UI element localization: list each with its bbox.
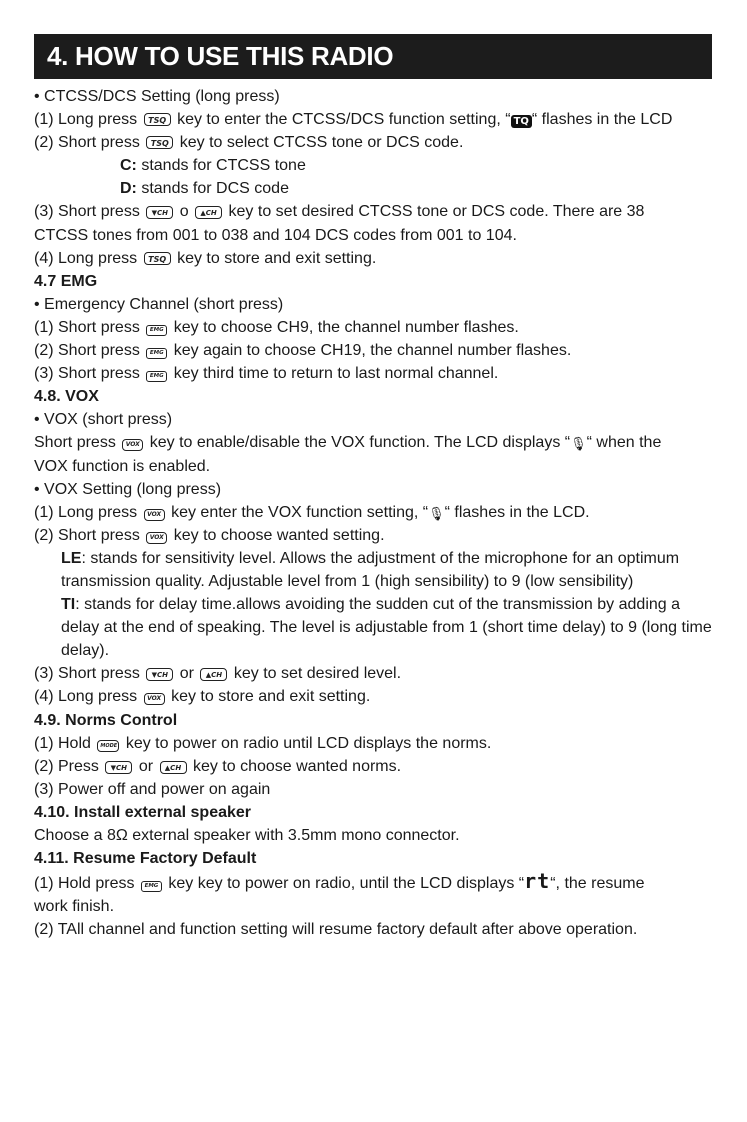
emg-heading: 4.7 EMG (34, 272, 98, 290)
speaker-text: Choose a 8Ω external speaker with 3.5mm mono connector. (34, 827, 460, 844)
ctcss-step-1: (1) Long press TSQ key to enter the CTCSS/DCS function setting, “ TQ “ flashes in the LCD (34, 111, 673, 129)
vox-step-4: (4) Long press VOX key to store and exit setting. (34, 688, 371, 706)
vox-ti-definition: TI: stands for delay time.allows avoiding the sudden cut of the transmission by adding a delay at the end of speaking. The level is adjustable from 1 (short time delay) to 9 (long time delay). (61, 596, 712, 660)
emg-key-icon: EMG (146, 371, 167, 382)
ctcss-title: • CTCSS/DCS Setting (long press) (34, 88, 280, 105)
norms-heading: 4.9. Norms Control (34, 711, 178, 729)
ctcss-step-4: (4) Long press TSQ key to store and exit setting. (34, 249, 377, 267)
speaker-heading: 4.10. Install external speaker (34, 803, 252, 821)
vox-step-1: (1) Long press VOX key enter the VOX function setting, “🎙“ flashes in the LCD. (34, 503, 590, 521)
vox-title: • VOX (short press) (34, 411, 173, 429)
emg-key-icon: EMG (146, 348, 167, 359)
emg-key-icon: EMG (146, 325, 167, 336)
mode-key-icon: MODE (97, 740, 119, 752)
ctcss-step-2: (2) Short press TSQ key to select CTCSS tone or DCS code. (34, 134, 464, 152)
vox-setting-title: • VOX Setting (long press) (34, 480, 222, 498)
norms-step-1: (1) Hold MODE key to power on radio until LCD displays the norms. (34, 734, 492, 752)
factory-heading: 4.11. Resume Factory Default (34, 850, 257, 868)
emg-title: • Emergency Channel (short press) (34, 295, 284, 313)
ctcss-step-3: (3) Short press ▼CH o ▲CH key to set desired CTCSS tone or DCS code. There are 38 (34, 203, 645, 221)
ctcss-d-definition: D: stands for DCS code (120, 180, 289, 198)
ch-up-key-icon: ▲CH (200, 668, 227, 681)
section-title-banner (34, 34, 712, 79)
emg-step-2: (2) Short press EMG key again to choose CH19, the channel number flashes. (34, 342, 572, 360)
norms-step-2: (2) Press ▼CH or ▲CH key to choose wanted norms. (34, 757, 402, 775)
vox-step-3: (3) Short press ▼CH or ▲CH key to set desired level. (34, 665, 402, 683)
vox-le-definition: LE: stands for sensitivity level. Allows the adjustment of the microphone for an optimum transmission quality. Adjustable level from 1 (high sensibility) to 9 (low sensibility) (61, 549, 680, 590)
factory-step-1: (1) Hold press EMG key key to power on radio, until the LCD displays “rt“, the resume (34, 869, 645, 894)
vox-key-icon: VOX (144, 693, 165, 705)
factory-step-1-cont: work finish. (34, 898, 115, 916)
tsq-key-icon: TSQ (144, 252, 171, 265)
ctcss-step-3-cont: CTCSS tones from 001 to 038 and 104 DCS codes from 001 to 104. (34, 226, 517, 244)
page-title: 4. HOW TO USE THIS RADIO (47, 41, 394, 71)
emg-step-1: (1) Short press EMG key to choose CH9, the channel number flashes. (34, 318, 519, 336)
factory-step-2: (2) TAll channel and function setting will resume factory default after above operation. (34, 921, 638, 939)
tq-lcd-icon: TQ (511, 115, 532, 128)
vox-step-2: (2) Short press VOX key to choose wanted setting. (34, 526, 385, 544)
vox-paragraph-cont: VOX function is enabled. (34, 457, 211, 475)
vox-key-icon: VOX (146, 532, 167, 544)
manual-content (34, 85, 714, 941)
ch-up-key-icon: ▲CH (160, 761, 187, 774)
vox-key-icon: VOX (144, 509, 165, 521)
vox-key-icon: VOX (122, 439, 143, 451)
microphone-icon: 🎙 (428, 505, 445, 521)
ch-down-key-icon: ▼CH (105, 761, 132, 774)
vox-heading: 4.8. VOX (34, 388, 99, 406)
emg-step-3: (3) Short press EMG key third time to return to last normal channel. (34, 365, 499, 383)
ch-up-key-icon: ▲CH (195, 206, 222, 219)
vox-paragraph: Short press VOX key to enable/disable the VOX function. The LCD displays “🎙“ when the (34, 434, 662, 452)
emg-key-icon: EMG (141, 881, 162, 892)
ctcss-c-definition: C: stands for CTCSS tone (120, 157, 306, 175)
ch-down-key-icon: ▼CH (146, 206, 173, 219)
ch-down-key-icon: ▼CH (146, 668, 173, 681)
rt-lcd-icon: rt (524, 869, 551, 894)
tsq-key-icon: TSQ (146, 136, 173, 149)
norms-step-3: (3) Power off and power on again (34, 780, 271, 798)
tsq-key-icon: TSQ (144, 113, 171, 126)
microphone-icon: 🎙 (570, 436, 587, 452)
